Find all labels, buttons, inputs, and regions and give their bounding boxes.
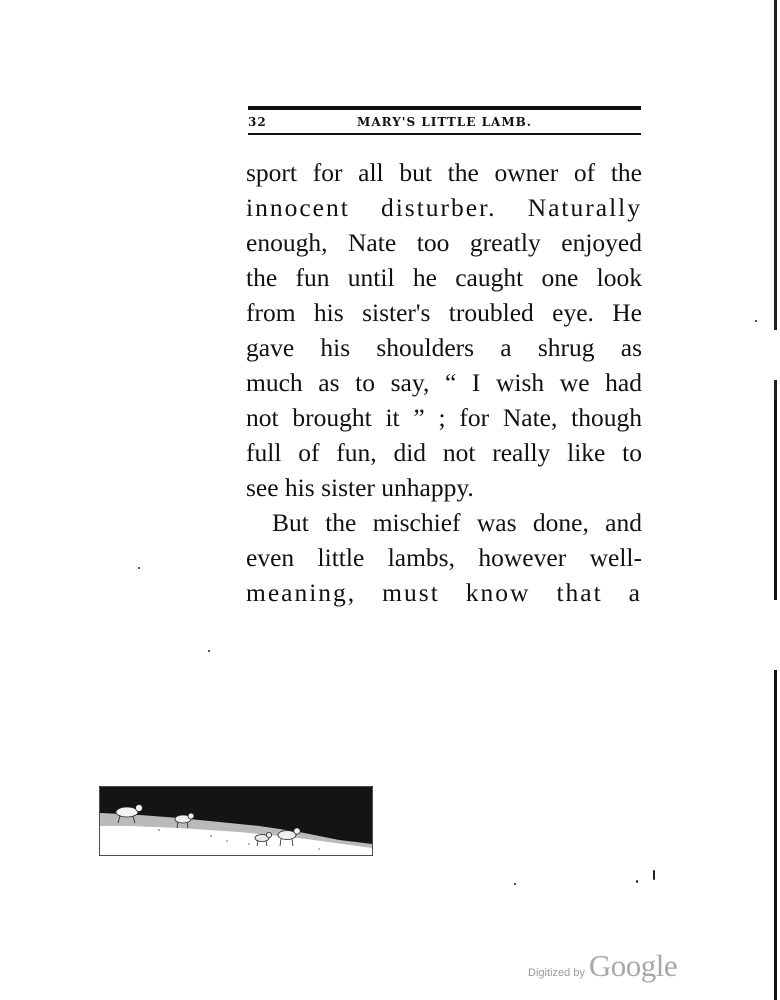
text-line: from his sister's troubled eye. He [246, 298, 642, 327]
text-line: the fun until he caught one look [246, 263, 642, 292]
text-line: much as to say, “ I wish we had [246, 368, 642, 397]
header-rule-top [248, 106, 641, 110]
text-line: even little lambs, however well- [246, 543, 642, 572]
text-line: see his sister unhappy. [246, 473, 474, 502]
digitized-by-google-watermark [528, 948, 677, 984]
body-text [246, 155, 642, 610]
scan-edge [774, 0, 777, 1000]
text-line: But the mischief was done, and [272, 508, 642, 537]
text-line: enough, Nate too greatly enjoyed [246, 228, 642, 257]
text-line: full of fun, did not really like to [246, 438, 642, 467]
text-line: not brought it ” ; for Nate, though [246, 403, 642, 432]
header-rule-bottom [248, 133, 641, 135]
text-line: meaning, must know that a [246, 578, 642, 607]
text-line: gave his shoulders a shrug as [246, 333, 642, 362]
text-line: innocent disturber. Naturally [246, 193, 642, 222]
text-line: sport for all but the owner of the [246, 158, 642, 187]
running-header [248, 112, 641, 132]
watermark-prefix: Digitized by [528, 967, 585, 979]
google-logo-text: Google [588, 948, 678, 983]
lambs-vignette-illustration [99, 786, 373, 856]
running-title: MARY'S LITTLE LAMB. [357, 115, 532, 129]
page-number: 32 [248, 115, 267, 129]
